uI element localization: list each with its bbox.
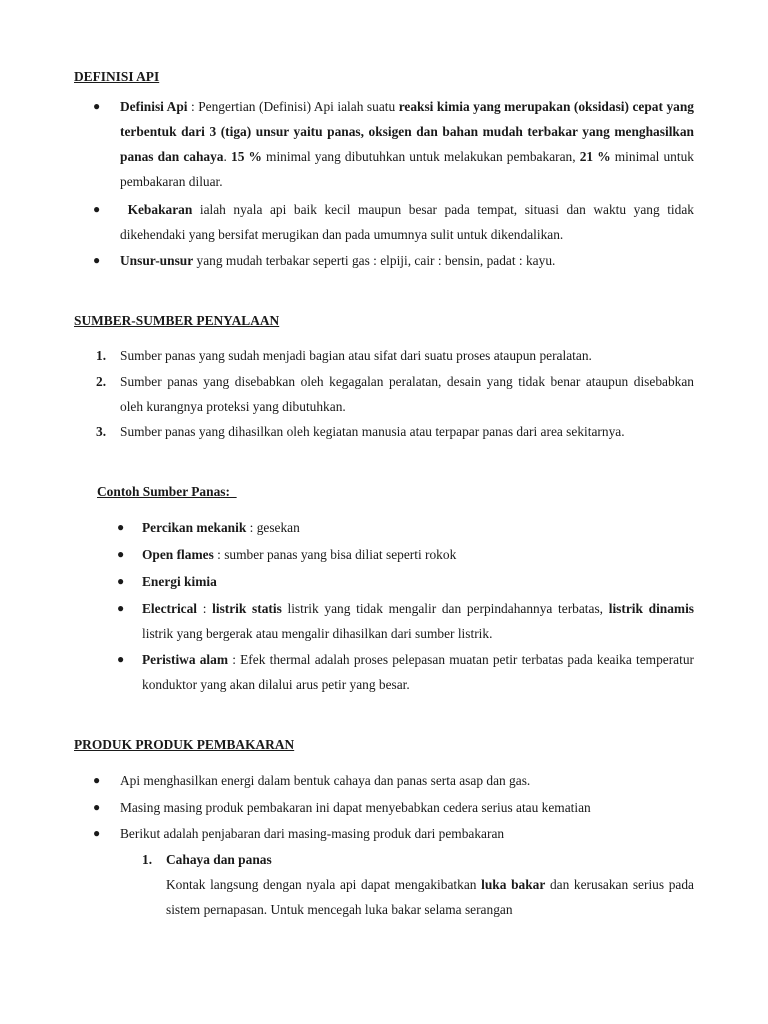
bullet-icon: ●: [117, 547, 125, 561]
contoh-text-3: Energi kimia: [142, 574, 217, 589]
bullet-icon: ●: [117, 601, 125, 615]
list-item-unsur: [93, 248, 694, 273]
list-item-open-flames: [117, 542, 694, 567]
list-item-energi-kimia: [117, 569, 694, 594]
number-marker: 1.: [96, 348, 107, 363]
bullet-icon: ●: [93, 202, 101, 216]
produk-text-2: Masing masing produk pembakaran ini dapat menyebabkan cedera serius atau kematian: [120, 800, 591, 815]
number-marker: 1.: [142, 852, 153, 867]
definisi-text: Definisi Api : Pengertian (Definisi) Api ialah suatu reaksi kimia yang merupakan (oksidasi) cepat yang terbentuk dari 3 (tiga) unsur yaitu panas, oksigen dan bahan mudah terbakar yang menghasilkan panas dan cahaya. 15 % minimal yang dibutuhkan untuk melakukan pembakaran, 21 % minimal untuk pembakaran diluar.: [120, 99, 694, 189]
bullet-icon: ●: [93, 800, 101, 814]
list-item-kebakaran: [93, 197, 694, 247]
cahaya-panas-title: Cahaya dan panas: [166, 852, 272, 867]
numbered-item-2: [96, 369, 694, 419]
list-item-definisi: [93, 94, 694, 194]
numbered-item-3: [96, 419, 694, 444]
contoh-text-5: Peristiwa alam : Efek thermal adalah proses pelepasan muatan petir terbatas pada keaika temperatur konduktor yang akan dilalui arus petir yang besar.: [142, 652, 695, 692]
heading-produk-pembakaran: PRODUK PRODUK PEMBAKARAN: [74, 737, 295, 752]
contoh-text-4: Electrical : listrik statis listrik yang tidak mengalir dan perpindahannya terbatas, listrik dinamis listrik yang bergerak atau mengalir dihasilkan dari sumber listrik.: [142, 601, 695, 641]
bullet-icon: ●: [93, 826, 101, 840]
produk-text-3: Berikut adalah penjabaran dari masing-masing produk dari pembakaran: [120, 826, 505, 841]
list-item-produk-3: [93, 821, 694, 846]
list-item-peristiwa-alam: [117, 647, 695, 697]
heading-definisi-api: DEFINISI API: [74, 69, 160, 84]
numbered-item-1: [96, 343, 694, 368]
sumber-text-2: Sumber panas yang disebabkan oleh kegagalan peralatan, desain yang tidak benar ataupun disebabkan oleh kurangnya proteksi yang dibutuhkan.: [120, 374, 694, 414]
list-item-electrical: [117, 596, 695, 646]
kebakaran-text: Kebakaran ialah nyala api baik kecil maupun besar pada tempat, situasi dan waktu yang tidak dikehendaki yang bersifat merugikan dan pada umumnya sulit untuk dikendalikan.: [120, 202, 694, 242]
list-item-produk-2: [93, 795, 694, 820]
numbered-item-cahaya-panas: [142, 847, 695, 922]
cahaya-panas-text: Kontak langsung dengan nyala api dapat mengakibatkan luka bakar dan kerusakan serius pada sistem pernapasan. Untuk mencegah luka bakar selama serangan: [166, 877, 695, 917]
heading-contoh-sumber-panas: Contoh Sumber Panas:: [97, 484, 237, 499]
list-item-percikan: [117, 515, 694, 540]
bullet-icon: ●: [117, 574, 125, 588]
number-marker: 3.: [96, 424, 107, 439]
bullet-icon: ●: [117, 652, 125, 666]
number-marker: 2.: [96, 374, 107, 389]
produk-text-1: Api menghasilkan energi dalam bentuk cahaya dan panas serta asap dan gas.: [120, 773, 531, 788]
unsur-text: Unsur-unsur yang mudah terbakar seperti gas : elpiji, cair : bensin, padat : kayu.: [120, 253, 556, 268]
heading-sumber-penyalaan: SUMBER-SUMBER PENYALAAN: [74, 313, 280, 328]
bullet-icon: ●: [93, 253, 101, 267]
bullet-icon: ●: [93, 99, 101, 113]
list-item-produk-1: [93, 768, 694, 793]
contoh-text-2: Open flames : sumber panas yang bisa diliat seperti rokok: [142, 547, 457, 562]
bullet-icon: ●: [117, 520, 125, 534]
sumber-text-1: Sumber panas yang sudah menjadi bagian atau sifat dari suatu proses ataupun peralatan.: [120, 348, 592, 363]
sumber-text-3: Sumber panas yang dihasilkan oleh kegiatan manusia atau terpapar panas dari area sekitarnya.: [120, 424, 625, 439]
bullet-icon: ●: [93, 773, 101, 787]
contoh-text-1: Percikan mekanik : gesekan: [142, 520, 300, 535]
